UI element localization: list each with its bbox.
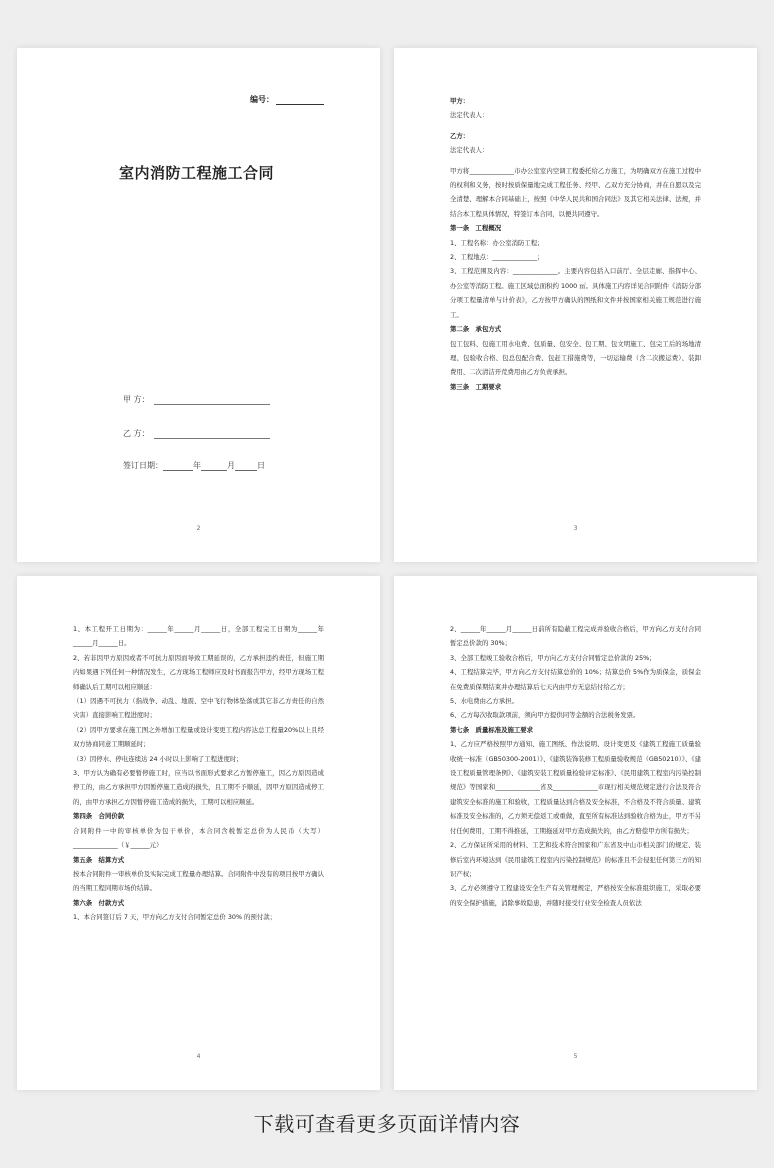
serial-blank (276, 95, 324, 105)
date-day-label: 日 (257, 461, 265, 470)
paragraph: 5、水电费由乙方承担。 (450, 697, 518, 706)
paragraph: 2、若非因甲方原因或者不可抗力原因而导致工期延误的，乙方承担违约责任，但施工期内如果遇下列任何一种情况发生，乙方现场工程师应及时书面报告甲方，经甲方现场工程师确认后工期可以相应顺延： (73, 653, 324, 691)
page-body (73, 622, 324, 925)
paragraph: 3、工程范围及内容：______________。主要内容包括入口前厅、全层走廊、指挥中心、办公室等消防工程。施工区域总面积约 1000 ㎡。具体施工内容详见合同附件《消防分部分项工程量清单与计价表》，乙方按甲方确认的图纸和文件并按国家相关施工规范进行施工。 (450, 267, 701, 319)
page-body (450, 94, 701, 394)
document-page-5 (394, 576, 757, 1090)
section-heading: 第四条 合同价款 (73, 812, 125, 821)
paragraph: 1、本工程开工日期为：______年______月______日，全部工程完工日期为______年______月______日。 (73, 625, 324, 648)
page-number: 3 (573, 525, 578, 532)
section-heading: 第六条 付款方式 (73, 898, 125, 907)
paragraph: 法定代表人： (450, 111, 489, 120)
page-number: 4 (196, 1053, 201, 1060)
party-a-signature (123, 394, 270, 405)
page-number: 5 (573, 1053, 578, 1060)
document-page-cover (17, 48, 380, 562)
paragraph: 包工包料、包施工用水电费、包质量、包安全、包工期、包文明施工、包完工后的场地清理、包验收合格、包总包配合费、包赶工措施费等，一切运输费（含二次搬运费）、装卸费用、二次清洁开荒费用由乙方负责承担。 (450, 339, 701, 377)
paragraph: 2、乙方保证所采用的材料、工艺和技术符合国家和广东省及中山市相关部门的规定、装修后室内环境达到《民用建筑工程室内污染控制规范》的标准且不会侵犯任何第三方的知识产权； (450, 841, 701, 878)
section-heading: 第一条 工程概况 (450, 224, 502, 233)
paragraph: 1、乙方应严格按照甲方通知、施工图纸、作法说明、设计变更及《建筑工程施工质量验收统一标准（GB50300-2001）》、《建筑装饰装修工程质量验收规范（GB50210）》、《建设工程质量管理条例》、《建筑安装工程质量检验评定标准》、《民用建筑工程室内污染控制规范》等国家和______________省及______________市现行相关规范规定进行合法及符合建筑安全标准的施工和验收，工程质量达到合格及安全标准，不合格及不符合质量、建筑标准及安全标准的，乙方须无偿返工或重做，直至所有标准达到验收合格为止，甲方不另付任何费用，工期不得推延，工期拖延对甲方造成损失的，由乙方赔偿甲方所有损失； (450, 740, 701, 835)
paragraph: 3、乙方必须遵守工程建设安全生产有关管理规定，严格按安全标准组织施工，采取必要的安全保护措施，消除事故隐患，并随时接受行业安全检查人员依法 (450, 884, 701, 907)
section-heading: 乙方： (450, 131, 470, 140)
section-heading: 甲方： (450, 97, 470, 105)
paragraph: 2、______年______月______日前所有隐蔽工程完成并验收合格后，甲方向乙方支付合同暂定总价款的 30%； (450, 625, 701, 648)
section-heading: 第五条 结算方式 (73, 855, 125, 864)
paragraph: （3）因停水、停电连续达 24 小时以上影响了工程进度时； (73, 754, 243, 763)
section-heading: 第三条 工期要求 (450, 382, 502, 391)
date-label: 签订日期： (123, 461, 163, 470)
section-heading: 第七条 质量标准及施工要求 (450, 725, 534, 734)
paragraph: （1）因遇不可抗力（指战争、动乱、地震、空中飞行物体坠落或其它非乙方责任的自然灾害）直接影响工程进度时； (73, 697, 324, 720)
paragraph: 2、工程地点：______________； (450, 253, 544, 262)
paragraph: 法定代表人： (450, 146, 489, 155)
signing-date (123, 460, 265, 471)
paragraph: 1、本合同签订后 7 天，甲方向乙方支付合同暂定总价 30% 的预付款； (73, 913, 277, 922)
paragraph: 6、乙方每次收取款项前，须向甲方提供同等金额的合法税务发票。 (450, 711, 640, 720)
serial-number (250, 94, 324, 105)
date-day-blank (235, 461, 257, 471)
paragraph: 3、甲方认为确有必要暂停施工时，应当以书面形式要求乙方暂停施工，因乙方原因造成停工的，由乙方承担甲方因暂停施工造成的损失，且工期不予顺延，因甲方原因造成停工的，由甲方承担乙方因暂停施工造成的损失，工期可以相应顺延。 (73, 769, 324, 806)
date-year-blank (163, 461, 193, 471)
date-month-blank (201, 461, 227, 471)
party-a-label: 甲 方： (123, 395, 150, 404)
party-b-label: 乙 方： (123, 429, 150, 438)
serial-label: 编号： (250, 95, 274, 104)
paragraph: 3、全部工程竣工验收合格后，甲方向乙方支付合同暂定总价款的 25%； (450, 653, 656, 662)
party-a-line (154, 395, 270, 405)
document-page-4 (17, 576, 380, 1090)
page-number: 2 (196, 525, 201, 532)
paragraph: （2）因甲方要求在施工图之外增加工程量或设计变更工程内容达总工程量20%以上且经双方协商同意工期顺延时； (73, 725, 324, 749)
paragraph: 按本合同附件一审核单价及实际完成工程量办理结算。合同附件中没有的项目按甲方确认的当期工程同期市场价结算。 (73, 869, 324, 893)
document-page-3 (394, 48, 757, 562)
page-body (450, 622, 701, 910)
contract-title: 室内消防工程施工合同 (119, 164, 275, 182)
section-heading: 第二条 承包方式 (450, 325, 502, 334)
paragraph: 合同附件一中的审核单价为包干单价，本合同含税暂定总价为人民币（大写）______________（￥______元） (73, 826, 324, 850)
party-b-line (154, 429, 270, 439)
paragraph: 甲方将______________市办公室室内空调工程委托给乙方施工，为明确双方在施工过程中的权利和义务，按时按质保量地完成工程任务、经甲、乙双方充分协商，并在自愿以及完全清楚、理解本合同基础上，按照《中华人民共和国合同法》及其它相关法律、法规，并结合本工程具体情况，特签订本合同，以便共同遵守。 (450, 166, 701, 218)
paragraph: 1、工程名称：办公室消防工程； (450, 238, 544, 247)
download-more-caption: 下载可查看更多页面详情内容 (253, 1112, 521, 1136)
paragraph: 4、工程结算完毕，甲方向乙方支付结算总价的 10%；结算总价 5%作为质保金，质保金在免费质保期结束并办理结算后七天内由甲方无息结付给乙方； (450, 668, 701, 691)
date-month-label: 月 (227, 461, 235, 470)
date-year-label: 年 (193, 461, 201, 470)
party-b-signature (123, 428, 270, 439)
